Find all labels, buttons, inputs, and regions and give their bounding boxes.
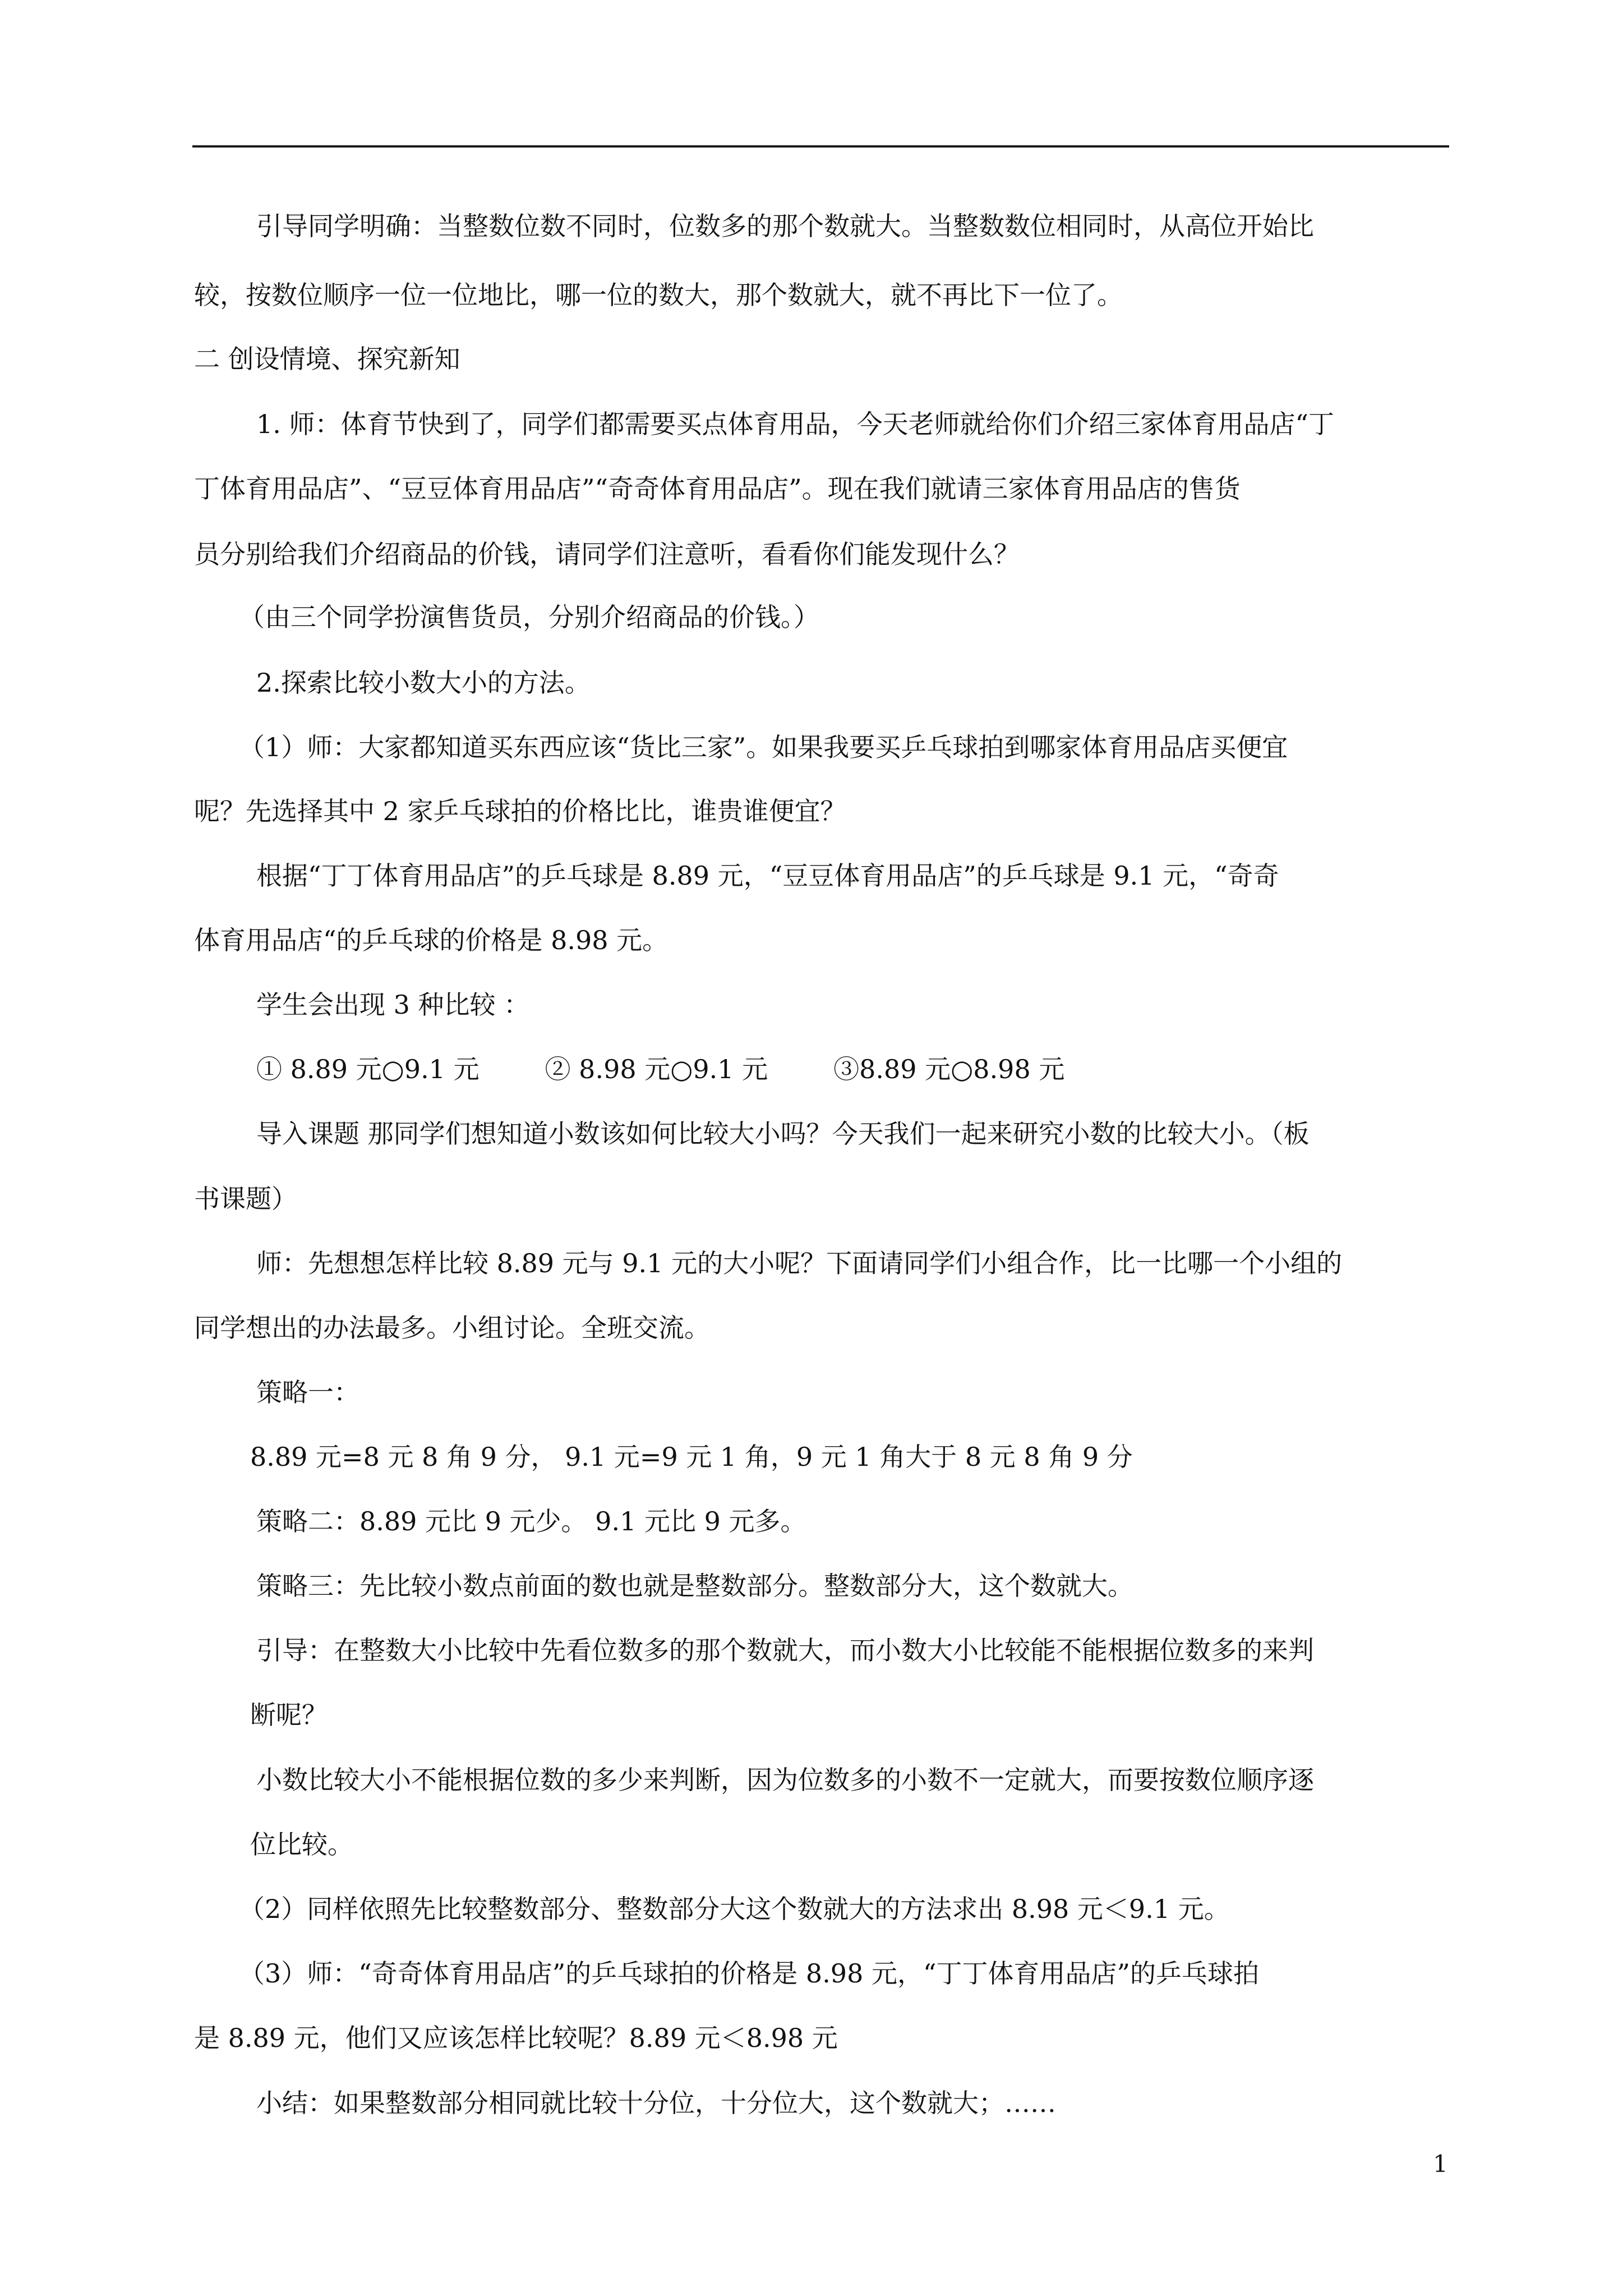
paragraph-line: （1）师：大家都知道买东西应该“货比三家”。如果我要买乒乓球拍到哪家体育用品店买便宜	[239, 732, 1288, 762]
paragraph-line: 策略一：	[256, 1377, 359, 1407]
page-number: 1	[1433, 2150, 1448, 2178]
paragraph-line: 策略二：8.89 元比 9 元少。 9.1 元比 9 元多。	[256, 1506, 806, 1536]
paragraph-line: 小结：如果整数部分相同就比较十分位，十分位大，这个数就大；……	[256, 2088, 1056, 2118]
paragraph-line: 体育用品店“的乒乓球的价格是 8.98 元。	[194, 925, 668, 955]
paragraph-line: （2）同样依照先比较整数部分、整数部分大这个数就大的方法求出 8.98 元＜9.1 元。	[239, 1894, 1230, 1924]
paragraph-line: （由三个同学扮演售货员，分别介绍商品的价钱。）	[239, 602, 819, 632]
paragraph-line: 小数比较大小不能根据位数的多少来判断，因为位数多的小数不一定就大，而要按数位顺序逐	[256, 1765, 1314, 1795]
paragraph-line: 引导：在整数大小比较中先看位数多的那个数就大，而小数大小比较能不能根据位数多的来判	[256, 1635, 1314, 1665]
paragraph-line: 策略三：先比较小数点前面的数也就是整数部分。整数部分大，这个数就大。	[256, 1571, 1133, 1601]
paragraph-line: 员分别给我们介绍商品的价钱，请同学们注意听，看看你们能发现什么？	[194, 539, 1020, 569]
paragraph-line: 引导同学明确：当整数位数不同时，位数多的那个数就大。当整数数位相同时，从高位开始比	[256, 211, 1314, 241]
paragraph-line: 书课题）	[194, 1184, 297, 1214]
paragraph-line: 学生会出现 3 种比较 ：	[256, 990, 530, 1020]
comparison-line: ① 8.89 元○9.1 元 ② 8.98 元○9.1 元 ③8.89 元○8.98 元	[256, 1054, 1065, 1084]
paragraph-line: 根据“丁丁体育用品店”的乒乓球是 8.89 元，“豆豆体育用品店”的乒乓球是 9.1 元，“奇奇	[256, 861, 1279, 891]
header-rule	[192, 145, 1449, 148]
paragraph-line: 8.89 元=8 元 8 角 9 分， 9.1 元=9 元 1 角，9 元 1 角大于 8 元 8 角 9 分	[250, 1442, 1133, 1472]
paragraph-line: 1. 师：体育节快到了，同学们都需要买点体育用品，今天老师就给你们介绍三家体育用品店“丁	[256, 409, 1335, 439]
paragraph-line: 位比较。	[250, 1829, 353, 1860]
paragraph-line: 断呢？	[250, 1700, 328, 1730]
paragraph-line: 同学想出的办法最多。小组讨论。全班交流。	[194, 1313, 710, 1343]
section-heading: 二 创设情境、探究新知	[194, 344, 460, 374]
paragraph-line: 较，按数位顺序一位一位地比，哪一位的数大，那个数就大，就不再比下一位了。	[194, 280, 1123, 310]
paragraph-line: 2.探索比较小数大小的方法。	[256, 668, 591, 698]
paragraph-line: （3）师：“奇奇体育用品店”的乒乓球拍的价格是 8.98 元，“丁丁体育用品店”的乒乓球拍	[239, 1958, 1259, 1989]
paragraph-line: 呢？先选择其中 2 家乒乓球拍的价格比比，谁贵谁便宜？	[194, 796, 846, 826]
paragraph-line: 导入课题 那同学们想知道小数该如何比较大小吗？今天我们一起来研究小数的比较大小。（板	[256, 1119, 1310, 1149]
paragraph-line: 师：先想想怎样比较 8.89 元与 9.1 元的大小呢？下面请同学们小组合作，比一比哪一个小组的	[256, 1248, 1343, 1278]
paragraph-line: 是 8.89 元，他们又应该怎样比较呢？8.89 元＜8.98 元	[194, 2023, 838, 2053]
paragraph-line: 丁体育用品店”、“豆豆体育用品店”“奇奇体育用品店”。现在我们就请三家体育用品店的售货	[194, 473, 1241, 504]
